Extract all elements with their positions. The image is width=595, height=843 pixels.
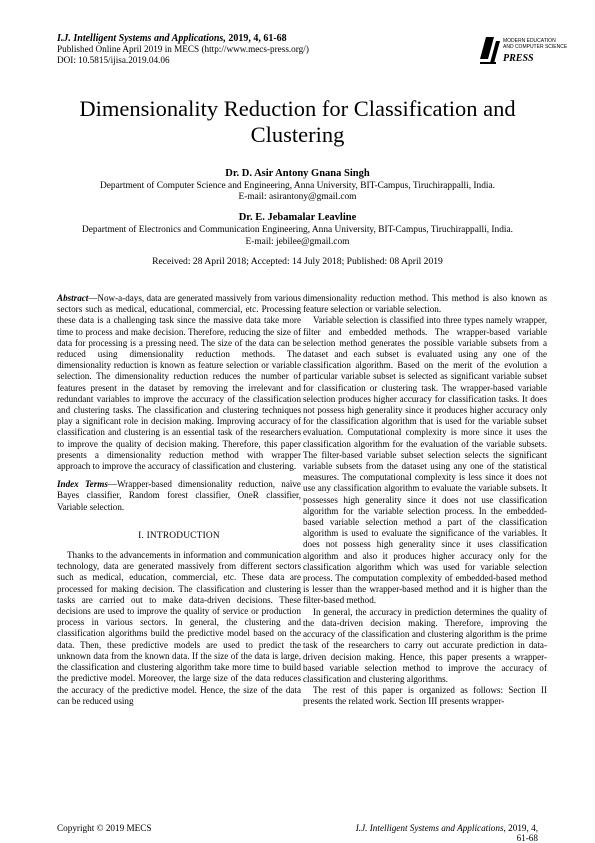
abstract-label: Abstract <box>57 293 89 303</box>
left-column <box>57 293 301 707</box>
span: NTRODUCTION <box>149 530 220 541</box>
published-online: Published Online April 2019 in MECS (http://www.mecs-press.org/) <box>57 44 309 54</box>
author-2-email: E-mail: jebilee@gmail.com <box>245 236 350 247</box>
author-1 <box>30 167 565 203</box>
footer-journal <box>353 823 538 843</box>
index-terms-text: —Wrapper-based dimensionality reduction, naïve Bayes classifier, Random forest classifier, OneR classifier, Variable selection. <box>57 479 301 512</box>
right-paragraph-2: Variable selection is classified into three types namely wrapper, filter and embedded methods. The wrapper-based variable selection method generates the possible variable subsets from a dataset and each subset is evaluated using any one of the classification algorithm. Based on the merit of the evolution a particular variable subset is selected as significant variable subset for classification or clustering task. The wrapper-based variable selection produces higher accuracy for classification tasks. It does not possess high generality since it produces higher accuracy only for the classification algorithm that is used for the variable subset evaluation. Computational complexity is more since it uses the classification algorithm for the evaluation of the variable subsets. The filter-based variable subset selection selects the significant variable subsets from the dataset using any one of the statistical measures. The computational complexity is less since it does not use any classification algorithm to evaluate the variable subsets. It possesses high generality since it does not use classification algorithm for the variable selection process. In the embedded-based variable selection method a part of the classification algorithm is used to evaluate the significance of the variables. It does not possess high generality since it uses classification algorithm and also it produces higher accuracy only for the classification algorithm which was used for variable selection process. The computation complexity of embedded-based method is lesser than the wrapper-based method and it is higher than the filter-based method. <box>303 315 547 606</box>
right-paragraph-4: The rest of this paper is organized as follows: Section II presents the related work. Section III presents wrapper- <box>303 685 547 707</box>
author-section <box>30 167 565 267</box>
journal-name: I.J. Intelligent Systems and Applications, <box>57 33 226 44</box>
abstract-text: —Now-a-days, data are generated massively from various sectors such as medical, educational, commercial, etc. Processing these data is a challenging task since the massive data take more time to process and make decision. Therefore, reducing the size of data for processing is a pressing need. The size of the data can be reduced using dimensionality reduction methods. The dimensionality reduction is known as feature selection or variable selection. The dimensionality reduction reduces the number of features present in the dataset by removing the irrelevant and redundant variables to improve the accuracy of the classification and clustering tasks. The classification and clustering techniques play a significant role in decision making. Improving accuracy of classification and clustering is an essential task of the researchers to improve the quality of decision making. Therefore, this paper presents a dimensionality reduction method with wrapper approach to improve the accuracy of classification and clustering. <box>57 293 301 472</box>
received-dates: Received: 28 April 2018; Accepted: 14 July 2018; Published: 08 April 2019 <box>152 255 443 267</box>
journal-issue: 2019, 4, 61-68 <box>225 33 287 44</box>
right-column <box>303 293 547 708</box>
intro-paragraph: Thanks to the advancements in information and communication technology, data are generated massively from different sectors such as medical, education, commercial, etc. These data are processed for making decision. The classification and clustering tasks are carried out to make data-driven decisions. These decisions are used to improve the quality of service or production process in various sectors. In general, the clustering and classification algorithms build the predictive model based on the data. Then, these predictive models are used to predict the unknown data from the known data. If the size of the data is large, the classification and clustering algorithm take more time to build the predictive model. Moreover, the large size of the data reduces the accuracy of the predictive model. Hence, the size of the data can be reduced using <box>57 550 301 706</box>
paper-title: Dimensionality Reduction for Classification and Clustering <box>79 96 516 147</box>
journal-header <box>57 33 417 66</box>
right-paragraph-3: In general, the accuracy in prediction determines the quality of the data-driven decision making. Therefore, improving the accuracy of the classification and clustering algorithm is the prime task of the researchers to carry out accurate prediction in data-driven decision making. Hence, this paper presents a wrapper-based variable selection method to improve the accuracy of classification and clustering algorithms. <box>303 606 547 684</box>
gap <box>57 472 301 479</box>
doi: DOI: 10.5815/ijisa.2019.04.06 <box>57 55 170 65</box>
span: I.J. Intelligent Systems and Applications, <box>355 823 506 833</box>
author-2-affiliation: Department of Electronics and Communication Engineering, Anna University, BIT-Campus, Tiruchirappalli, India. <box>82 225 513 236</box>
mecs-press-logo-icon <box>480 37 500 64</box>
author-2 <box>30 211 565 247</box>
index-terms <box>57 479 301 513</box>
footer-copyright: Copyright © 2019 MECS <box>57 823 152 833</box>
span: 2019, 4, 61-68 <box>505 823 538 843</box>
section-heading-introduction <box>57 531 301 542</box>
author-1-name: Dr. D. Asir Antony Gnana Singh <box>225 168 370 179</box>
index-terms-label: Index Terms <box>57 479 108 490</box>
journal-citation-line <box>57 33 417 44</box>
author-1-affiliation: Department of Computer Science and Engineering, Anna University, BIT-Campus, Tiruchirappalli, India. <box>99 181 496 191</box>
mecs-press-logo <box>476 31 568 69</box>
logo-line2: AND COMPUTER SCIENCE <box>503 44 568 50</box>
span: I <box>146 530 150 541</box>
span: I. <box>138 530 147 541</box>
right-paragraph-1: dimensionality reduction method. This method is also known as feature selection or variable selection. <box>303 293 547 315</box>
abstract <box>57 293 301 472</box>
author-1-email: E-mail: asirantony@gmail.com <box>238 192 357 203</box>
logo-press: PRESS <box>503 53 534 64</box>
logo-line1: MODERN EDUCATION <box>503 38 556 44</box>
author-2-name: Dr. E. Jebamalar Leavline <box>238 212 357 224</box>
